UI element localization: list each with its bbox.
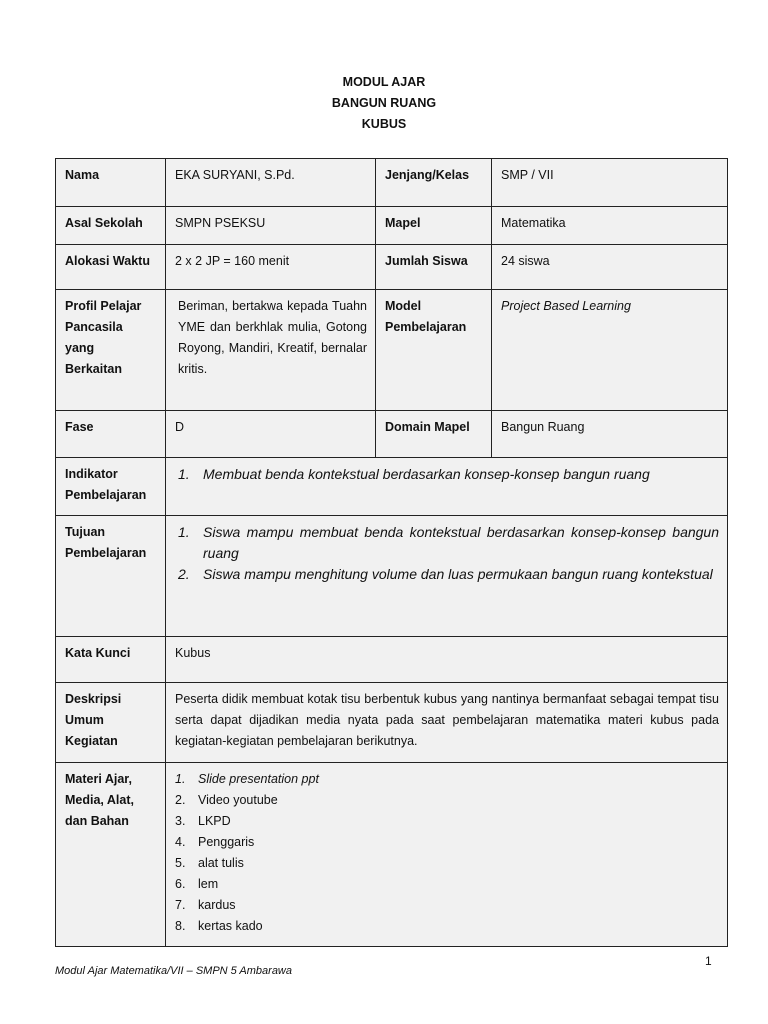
list-text: LKPD bbox=[198, 814, 231, 828]
list-text: Membuat benda kontekstual berdasarkan konsep-konsep bangun ruang bbox=[203, 466, 650, 482]
footer-text: Modul Ajar Matematika/VII – SMPN 5 Ambarawa bbox=[55, 965, 292, 977]
title-line-1: MODUL AJAR bbox=[342, 75, 426, 89]
model-label-line: Pembelajaran bbox=[385, 320, 467, 334]
list-item bbox=[175, 874, 719, 895]
title-line-2: BANGUN RUANG bbox=[331, 96, 437, 110]
deskripsi-label-line: Umum bbox=[65, 713, 104, 727]
list-item bbox=[175, 916, 719, 937]
list-item bbox=[175, 769, 719, 790]
deskripsi-label-line: Deskripsi bbox=[65, 692, 122, 706]
materi-label-line: Materi Ajar, bbox=[65, 772, 132, 786]
list-item bbox=[175, 790, 719, 811]
row-fase bbox=[56, 411, 728, 458]
profil-pelajar-label bbox=[56, 290, 166, 411]
deskripsi-label bbox=[56, 683, 166, 763]
list-item bbox=[178, 564, 719, 585]
list-item bbox=[175, 832, 719, 853]
list-text: Siswa mampu menghitung volume dan luas permukaan bangun ruang kontekstual bbox=[203, 566, 713, 582]
title-line-3: KUBUS bbox=[361, 117, 407, 131]
list-number: 8. bbox=[175, 919, 186, 933]
list-item bbox=[175, 811, 719, 832]
list-number: 7. bbox=[175, 898, 186, 912]
materi-value bbox=[166, 763, 728, 947]
row-alokasi-waktu bbox=[56, 245, 728, 290]
jumlah-siswa-label: Jumlah Siswa bbox=[376, 245, 492, 290]
nama-label: Nama bbox=[56, 159, 166, 207]
materi-label-line: Media, Alat, bbox=[65, 793, 134, 807]
list-number: 4. bbox=[175, 835, 186, 849]
document-title bbox=[0, 72, 768, 135]
list-number: 2. bbox=[178, 566, 190, 582]
row-deskripsi bbox=[56, 683, 728, 763]
row-asal-sekolah bbox=[56, 207, 728, 245]
indikator-label-line: Indikator bbox=[65, 467, 118, 481]
model-label-line: Model bbox=[385, 299, 422, 313]
indikator-value bbox=[166, 458, 728, 516]
row-kata-kunci bbox=[56, 637, 728, 683]
tujuan-label bbox=[56, 516, 166, 637]
row-indikator bbox=[56, 458, 728, 516]
nama-value: EKA SURYANI, S.Pd. bbox=[166, 159, 376, 207]
jenjang-label: Jenjang/Kelas bbox=[376, 159, 492, 207]
kata-kunci-value: Kubus bbox=[166, 637, 728, 683]
list-number: 5. bbox=[175, 856, 186, 870]
list-text: alat tulis bbox=[198, 856, 244, 870]
list-text: Penggaris bbox=[198, 835, 255, 849]
list-number: 1. bbox=[178, 524, 190, 540]
alokasi-waktu-value: 2 x 2 JP = 160 menit bbox=[166, 245, 376, 290]
tujuan-label-line: Pembelajaran bbox=[65, 546, 147, 560]
list-number: 6. bbox=[175, 877, 186, 891]
list-item bbox=[175, 853, 719, 874]
row-materi bbox=[56, 763, 728, 947]
mapel-label: Mapel bbox=[376, 207, 492, 245]
profil-label-line: yang bbox=[65, 341, 95, 355]
list-number: 3. bbox=[175, 814, 186, 828]
row-tujuan bbox=[56, 516, 728, 637]
list-number: 2. bbox=[175, 793, 186, 807]
model-pembelajaran-label bbox=[376, 290, 492, 411]
profil-pelajar-value: Beriman, bertakwa kepada Tuahn YME dan berkhlak mulia, Gotong Royong, Mandiri, Kreatif, bernalar kritis. bbox=[166, 290, 376, 411]
indikator-label bbox=[56, 458, 166, 516]
materi-label-line: dan Bahan bbox=[65, 814, 129, 828]
indikator-list bbox=[178, 464, 719, 485]
fase-value: D bbox=[166, 411, 376, 458]
tujuan-list bbox=[178, 522, 719, 585]
fase-label: Fase bbox=[56, 411, 166, 458]
domain-mapel-value: Bangun Ruang bbox=[492, 411, 728, 458]
profil-label-line: Berkaitan bbox=[65, 362, 122, 376]
deskripsi-label-line: Kegiatan bbox=[65, 734, 118, 748]
page-number: 1 bbox=[705, 954, 712, 968]
asal-sekolah-value: SMPN PSEKSU bbox=[166, 207, 376, 245]
materi-label bbox=[56, 763, 166, 947]
row-nama bbox=[56, 159, 728, 207]
mapel-value: Matematika bbox=[492, 207, 728, 245]
alokasi-waktu-label: Alokasi Waktu bbox=[56, 245, 166, 290]
list-text: lem bbox=[198, 877, 219, 891]
tujuan-label-line: Tujuan bbox=[65, 525, 106, 539]
domain-mapel-label: Domain Mapel bbox=[376, 411, 492, 458]
materi-list bbox=[175, 769, 719, 937]
indikator-label-line: Pembelajaran bbox=[65, 488, 147, 502]
model-pembelajaran-value: Project Based Learning bbox=[492, 290, 728, 411]
deskripsi-value: Peserta didik membuat kotak tisu berbentuk kubus yang nantinya bermanfaat sebagai tempat tisu serta dapat dijadikan media nyata pada saat pembelajaran matematika materi kubus pada kegiatan-kegiatan pembelajaran berikutnya. bbox=[166, 683, 728, 763]
kata-kunci-label: Kata Kunci bbox=[56, 637, 166, 683]
list-text: kardus bbox=[198, 898, 236, 912]
list-text: kertas kado bbox=[198, 919, 263, 933]
list-number: 1. bbox=[175, 772, 186, 786]
list-item bbox=[175, 895, 719, 916]
list-item bbox=[178, 522, 719, 564]
profil-label-line: Profil Pelajar bbox=[65, 299, 142, 313]
list-text: Video youtube bbox=[198, 793, 278, 807]
list-number: 1. bbox=[178, 466, 190, 482]
tujuan-value bbox=[166, 516, 728, 637]
list-text: Slide presentation ppt bbox=[198, 772, 319, 786]
asal-sekolah-label: Asal Sekolah bbox=[56, 207, 166, 245]
modul-ajar-table bbox=[55, 158, 728, 947]
jumlah-siswa-value: 24 siswa bbox=[492, 245, 728, 290]
profil-label-line: Pancasila bbox=[65, 320, 123, 334]
jenjang-value: SMP / VII bbox=[492, 159, 728, 207]
list-item bbox=[178, 464, 719, 485]
list-text: Siswa mampu membuat benda kontekstual berdasarkan konsep-konsep bangun ruang bbox=[203, 524, 719, 561]
row-profil-pelajar bbox=[56, 290, 728, 411]
